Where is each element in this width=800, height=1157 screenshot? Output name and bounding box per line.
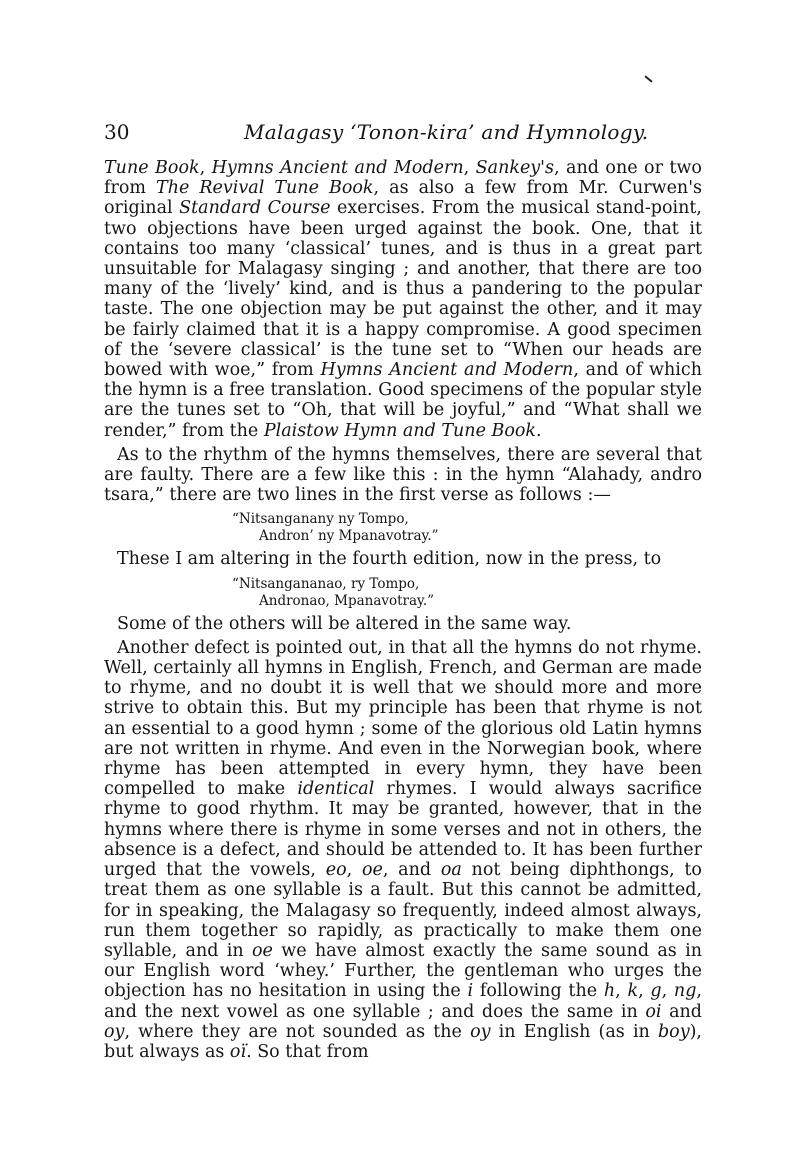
running-title: Malagasy ‘Tonon-kira’ and Hymnology.: [244, 120, 649, 144]
paragraph-others-altered: Some of the others will be altered in the same way.: [117, 613, 572, 634]
italic-text: boy: [657, 1021, 690, 1042]
text-run: , and of which the hymn is a free translation. Good specimens of the popular style are the tunes set to “Oh, that will be joyful,” and “What shall we render,” from the: [104, 360, 702, 441]
italic-text: k: [627, 981, 639, 1002]
text-run: ), but always as: [104, 1021, 702, 1062]
verse-line: “Nitsangananao, ry Tompo,: [232, 575, 420, 592]
text-run: following the: [473, 981, 604, 1002]
text-run: Another defect is pointed out, in that all the hymns do not rhyme. Well, certainly all hymns in English, French, and German are made to rhyme, and no doubt it is well that we should more and more strive to obtain this. But my principle has been that rhyme is not an essential to a good hymn ; some of the glorious old Latin hymns are not written in rhyme. And even in the Norwegian book, where rhyme has been attempted in every hymn, they have been compelled to make: [104, 637, 702, 800]
body-text: [104, 158, 702, 1062]
italic-text: Standard Course: [179, 198, 331, 219]
text-run: and: [661, 1001, 702, 1022]
text-run: ,: [199, 158, 212, 178]
text-run: .: [536, 420, 542, 441]
paragraph-rhyme-defect: [104, 638, 702, 1062]
verse-line: Andron’ ny Mpanavotray.”: [259, 528, 439, 545]
italic-text: ng: [673, 981, 697, 1002]
text-run: not being diphthongs, to treat them as one syllable is a fault. But this cannot be admitted, for in speaking, the Malagasy so frequently, indeed almost always, run them together so rapidly, as practically to make them one syllable, and in: [104, 860, 702, 961]
text-run: ,: [615, 981, 628, 1002]
italic-text: oy: [470, 1021, 491, 1042]
text-run: in English (as in: [490, 1021, 658, 1042]
text-run: , and: [382, 860, 441, 881]
verse-quote-original: [232, 511, 702, 545]
stray-print-mark: [644, 75, 652, 82]
text-run: ,: [638, 981, 651, 1002]
paragraph-altering: These I am altering in the fourth edition, now in the press, to: [117, 549, 662, 570]
page-number: 30: [104, 120, 130, 144]
italic-text: Sankey's: [475, 158, 554, 178]
italic-text: oy: [104, 1021, 125, 1042]
verse-quote-altered: [232, 576, 702, 610]
text-run: , and the next vowel as one syllable ; and does the same in: [104, 981, 702, 1022]
page-header: [104, 120, 702, 150]
verse-line: Andronao, Mpanavotray.”: [259, 592, 435, 609]
text-run: ,: [346, 860, 362, 881]
italic-text: Hymns Ancient and Modern: [320, 360, 574, 381]
italic-text: oï: [229, 1041, 247, 1062]
italic-text: oi: [645, 1001, 662, 1022]
text-run: exercises. From the musical stand-point, two objections have been urged against the book. One, that it contains too many ‘classical’ tunes, and is thus in a great part unsuitable for Malagasy singing ; and another, that there are too many of the ‘lively’ kind, and is thus a pandering to the popular taste. The one objection may be put against the other, and it may be fairly claimed that it is a happy compromise. A good specimen of the ‘severe classical’ is the tune set to “When our heads are bowed with woe,” from: [104, 198, 702, 381]
text-run: ,: [463, 158, 476, 178]
paragraph-tune-books: [104, 158, 702, 441]
text-run: rhymes. I would always sacrifice rhyme to good rhythm. It may be granted, however, that in the hymns where there is rhyme in some verses and not in others, the absence is a defect, and should be attended to. It has been further urged that the vowels,: [104, 779, 702, 881]
text-run: ,: [661, 981, 674, 1002]
italic-text: Plaistow Hymn and Tune Book: [263, 420, 537, 441]
italic-text: identical: [297, 779, 375, 800]
italic-text: h: [603, 981, 616, 1002]
italic-text: oe: [252, 940, 273, 961]
text-run: , as also a few from Mr. Curwen's original: [104, 178, 702, 219]
paragraph-rhythm: As to the rhythm of the hymns themselves, there are several that are faulty. There are a few like this : in the hymn “Alahady, andro tsara,” there are two lines in the first verse as follows :—: [104, 444, 702, 506]
text-run: , and one or two from: [104, 158, 702, 199]
text-run: we have almost exactly the same sound as in our English word ‘whey.’ Further, the gentleman who urges the objection has no hesitation in using the: [104, 940, 702, 1002]
italic-text: The Revival Tune Book: [156, 178, 374, 199]
italic-text: oe: [361, 860, 383, 881]
italic-text: Hymns Ancient and Modern: [211, 158, 464, 178]
italic-text: eo: [325, 860, 347, 881]
italic-text: oa: [440, 860, 462, 881]
italic-text: Tune Book: [104, 158, 200, 178]
book-page: [104, 120, 702, 1062]
text-run: . So that from: [246, 1041, 369, 1062]
italic-text: g: [650, 981, 662, 1002]
verse-line: “Nitsanganany ny Tompo,: [232, 511, 409, 528]
italic-text: i: [467, 981, 474, 1002]
text-run: , where they are not sounded as the: [124, 1021, 471, 1042]
